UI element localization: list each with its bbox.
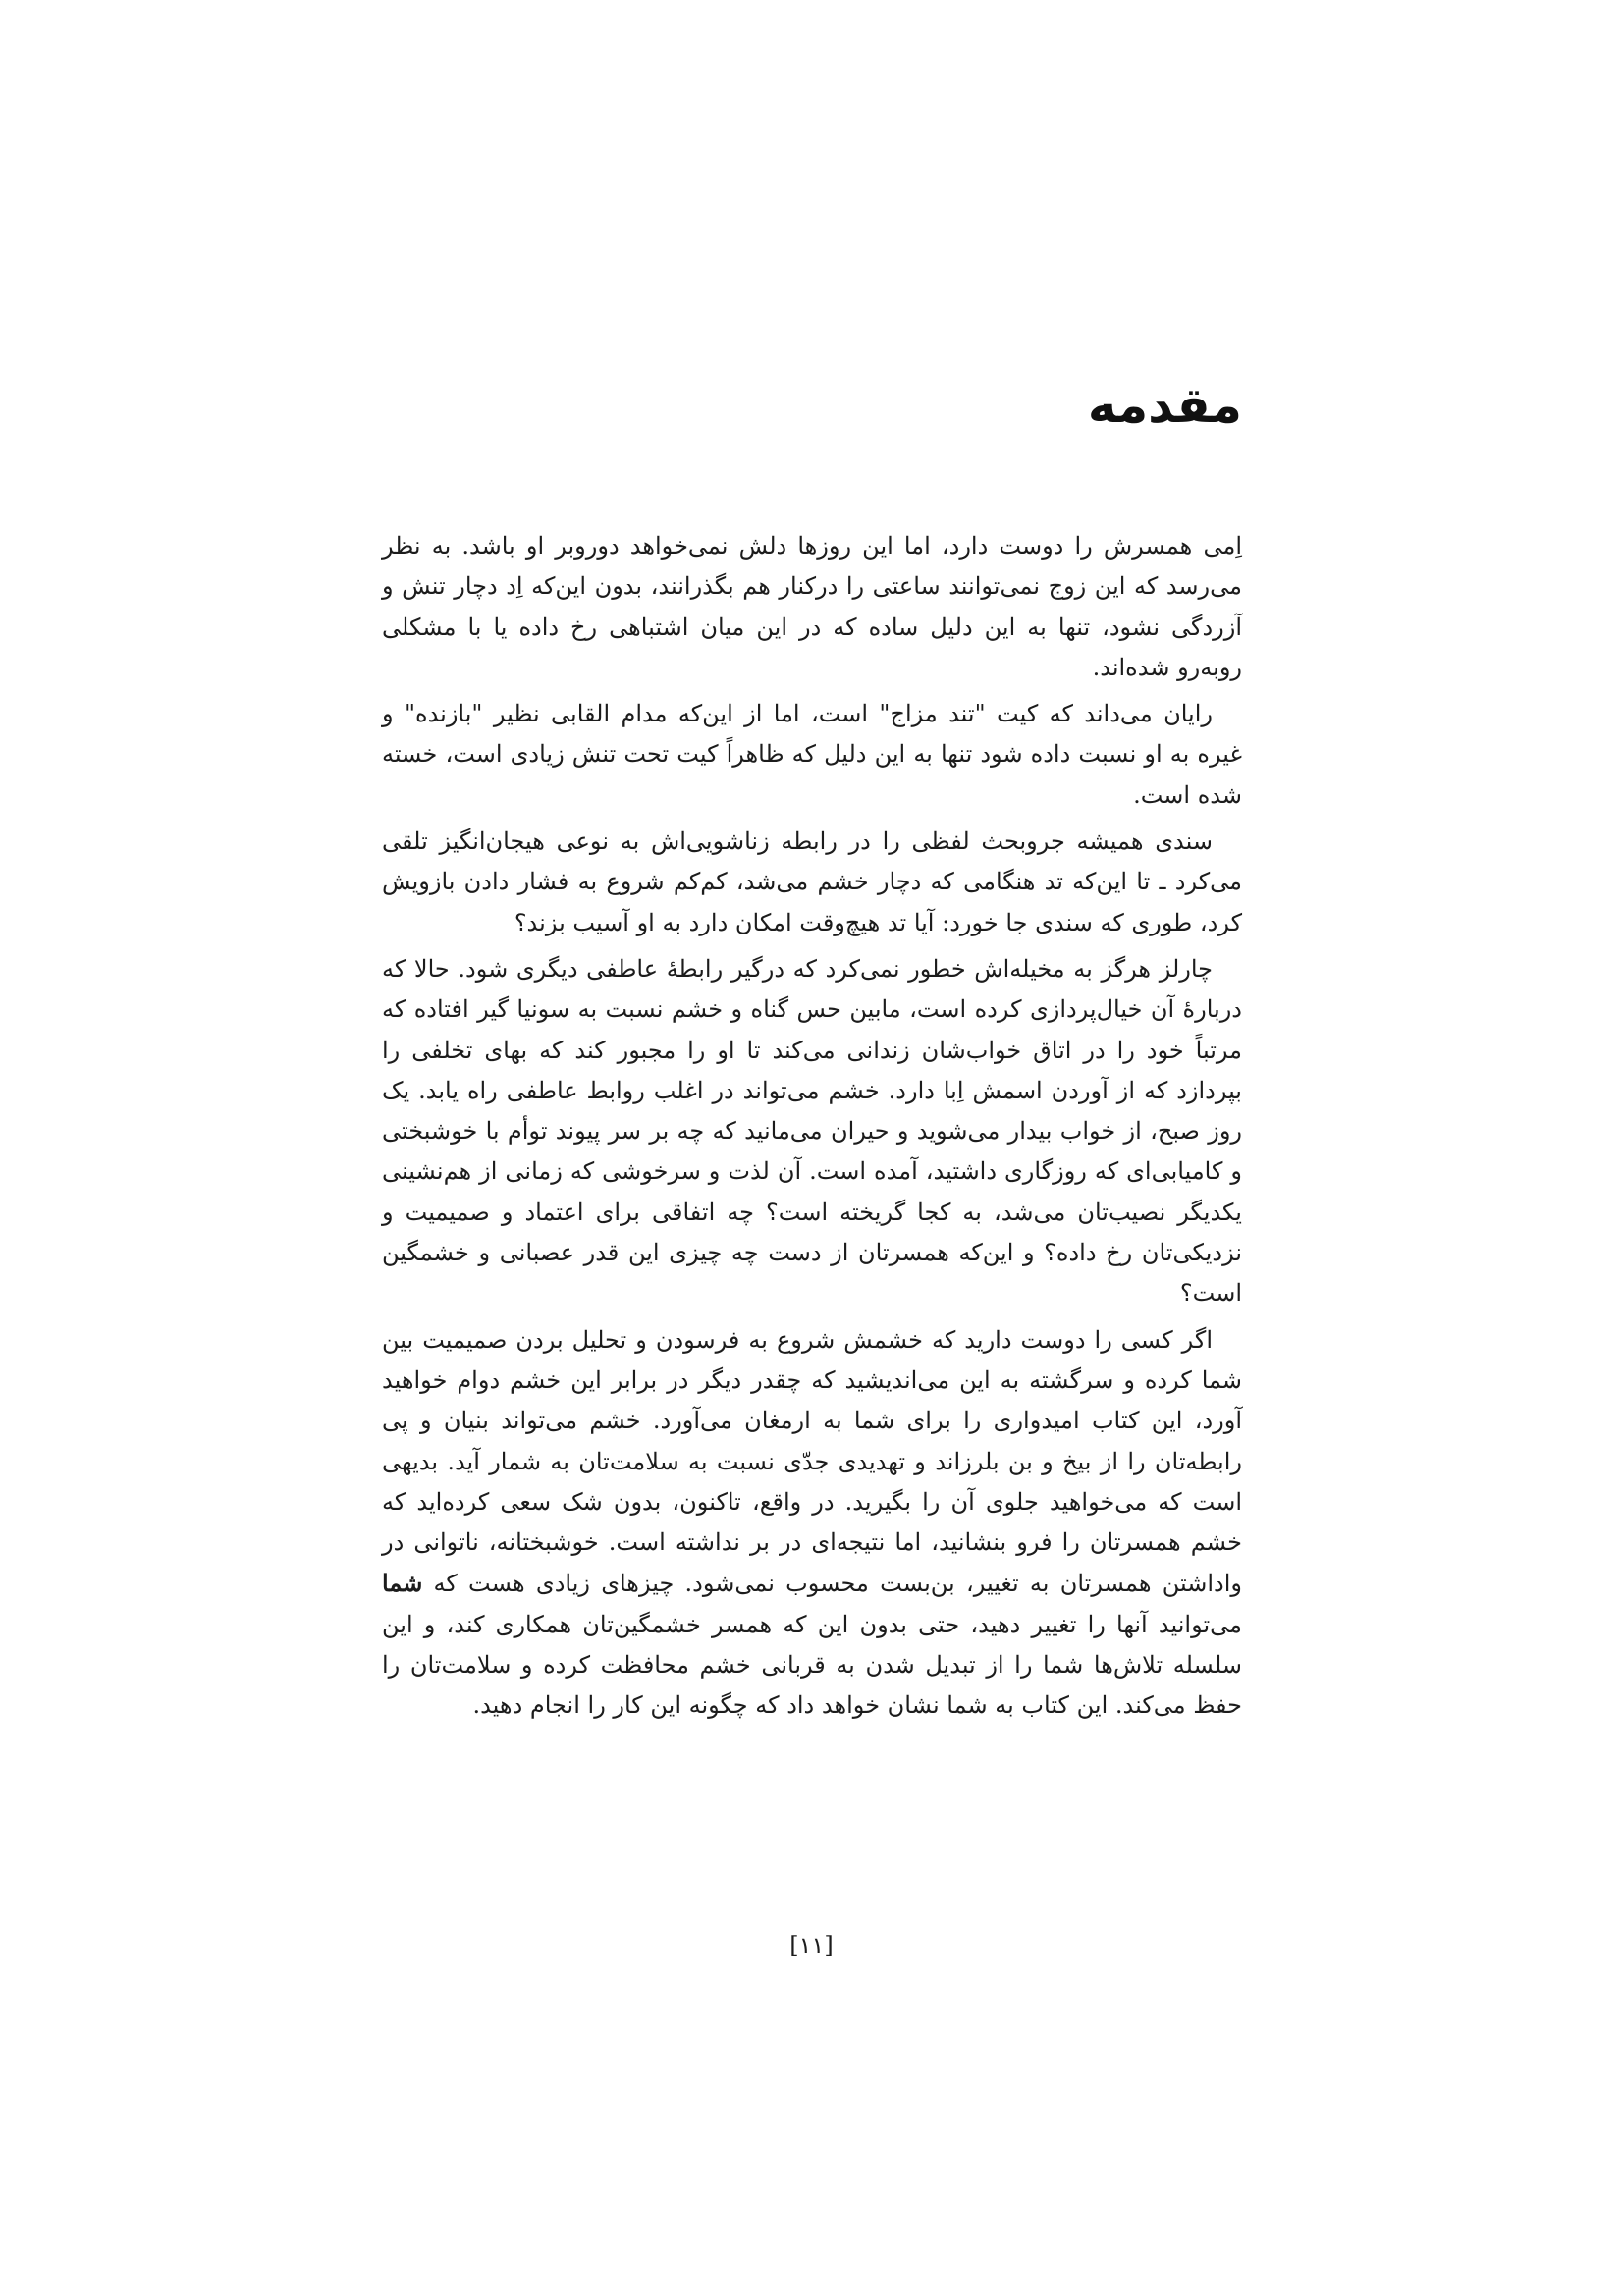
paragraph-3: سندی همیشه جروبحث لفظی را در رابطه زناشویی‌اش به نوعی هیجان‌انگیز تلقی می‌کرد ـ تا این‌که تد هنگامی که دچار خشم می‌شد، کم‌کم شروع به فشار دادن بازویش کرد، طوری که سندی جا خورد: آیا تد هیچ‌وقت امکان دارد به او آسیب بزند؟ [382, 828, 1242, 936]
paragraph-4: چارلز هرگز به مخیله‌اش خطور نمی‌کرد که درگیر رابطهٔ عاطفی دیگری شود. حالا که دربارهٔ آن خیال‌پردازی کرده است، مابین حس گناه و خشم نسبت به سونیا گیر افتاده که مرتباً خود را در اتاق خواب‌شان زندانی می‌کند تا او را مجبور کند که بهای تخلفی را بپردازد که از آوردن اسمش اِبا دارد. خشم می‌تواند در اغلب روابط عاطفی راه یابد. یک روز صبح، از خواب بیدار می‌شوید و حیران می‌مانید که چه بر سر پیوند توأم با خوشبختی و کامیابی‌ای که روزگاری داشتید، آمده است. آن لذت و سرخوشی که زمانی از هم‌نشینی یکدیگر نصیب‌تان می‌شد، به کجا گریخته است؟ چه اتفاقی برای اعتماد و صمیمیت و نزدیکی‌تان رخ داده؟ و این‌که همسرتان از دست چه چیزی این قدر عصبانی و خشمگین است؟ [382, 954, 1242, 1308]
paragraph-2: رایان می‌داند که کیت "تند مزاج" است، اما از این‌که مدام القابی نظیر "بازنده" و غیره به او نسبت داده شود تنها به این دلیل که ظاهراً کیت تحت تنش زیادی است، خسته شده است. [382, 700, 1242, 809]
paragraph-1: اِمی همسرش را دوست دارد، اما این روزها دلش نمی‌خواهد دوروبر او باشد. به نظر می‌رسد که این زوج نمی‌توانند ساعتی را درکنار هم بگذرانند، بدون این‌که اِد دچار تنش و آزردگی نشود، تنها به این دلیل ساده که در این میان اشتباهی رخ داده یا با مشکلی روبه‌رو شده‌اند. [382, 532, 1242, 681]
chapter-title: مقدمه [1087, 377, 1242, 434]
paragraph-5 [382, 1320, 1242, 1727]
page-number: [۱۱] [789, 1932, 834, 1959]
paragraph-5-after: می‌توانید آنها را تغییر دهید، حتی بدون این که همسر خشمگین‌تان همکاری کند، و این سلسله تلاش‌ها شما را از تبدیل شدن به قربانی خشم محافظت کرده و سلامت‌تان را حفظ می‌کند. این کتاب به شما نشان خواهد داد که چگونه این کار را انجام دهید. [382, 1610, 1243, 1720]
paragraph-5-before: اگر کسی را دوست دارید که خشمش شروع به فرسودن و تحلیل بردن صمیمیت بین شما کرده و سرگشته به این می‌اندیشید که چقدر دیگر در برابر این خشم دوام خواهید آورد، این کتاب امیدواری را برای شما به ارمغان می‌آورد. خشم می‌تواند بنیان و پی رابطه‌تان را از بیخ و بن بلرزاند و تهدیدی جدّی نسبت به سلامت‌تان به شمار آید. بدیهی است که می‌خواهید جلوی آن را بگیرید. در واقع، تاکنون، بدون شک سعی کرده‌اید که خشم همسرتان را فرو بنشانید، اما نتیجه‌ای در بر نداشته است. خوشبختانه، ناتوانی در واداشتن همسرتان به تغییر، بن‌بست محسوب نمی‌شود. چیزهای زیادی هست که [382, 1325, 1243, 1598]
emphasis-shoma: شما [382, 1569, 423, 1598]
body-text [382, 526, 1242, 1733]
